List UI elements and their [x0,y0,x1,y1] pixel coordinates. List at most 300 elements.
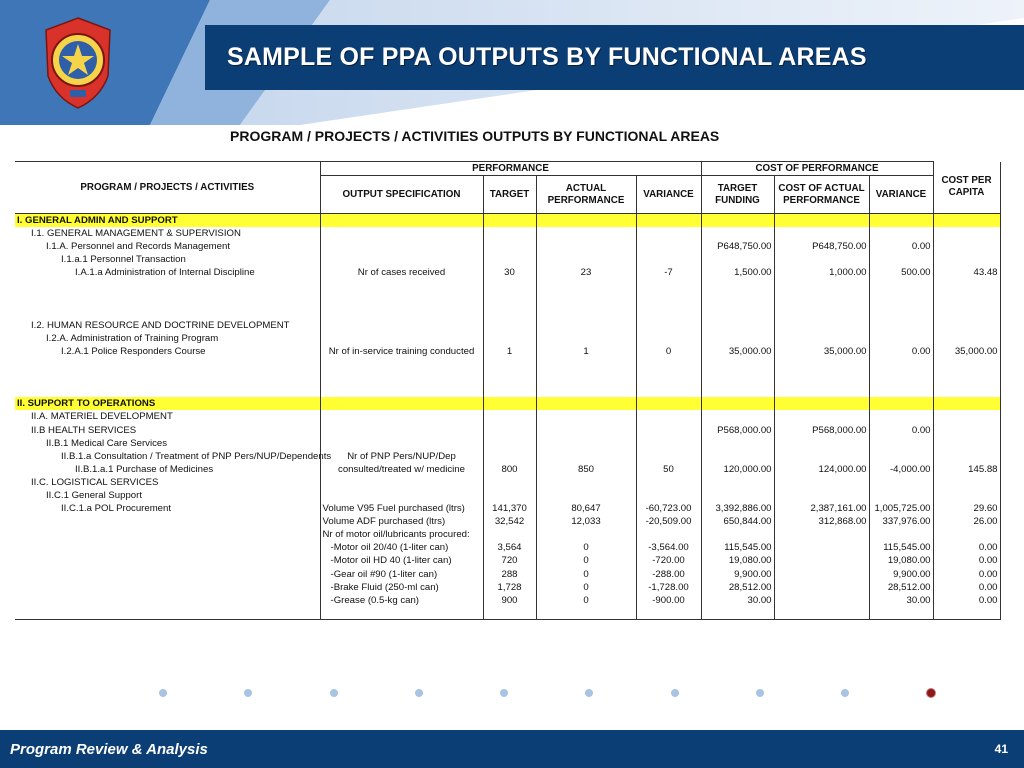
cell-cost-per-capita: 43.48 [933,266,1000,279]
cell-target-funding [701,279,774,292]
cell-target-funding [701,227,774,240]
cell-output-spec: -Brake Fluid (250-ml can) [320,581,483,594]
cell-variance-2: -4,000.00 [869,463,933,476]
cell-actual: 0 [536,581,636,594]
cell-cost-actual: 2,387,161.00 [774,502,869,515]
cell-ppa [15,293,320,306]
cell-variance [636,397,701,410]
cell-target [483,306,536,319]
cell-output-spec [320,410,483,423]
cell-cost-actual [774,450,869,463]
cell-variance: -60,723.00 [636,502,701,515]
cell-variance [636,293,701,306]
cell-cost-per-capita [933,319,1000,332]
cell-ppa [15,279,320,292]
cell-target: 32,542 [483,515,536,528]
cell-cost-per-capita [933,528,1000,541]
nav-dot[interactable] [756,689,764,697]
cell-output-spec [320,332,483,345]
nav-dot[interactable] [415,689,423,697]
cell-target-funding: 9,900.00 [701,568,774,581]
table-row [15,410,1000,423]
cell-ppa: I.1.A. Personnel and Records Management [46,241,230,253]
cell-variance [636,384,701,397]
cell-output-spec [320,240,483,253]
cell-target-funding: 3,392,886.00 [701,502,774,515]
cell-actual [536,528,636,541]
cell-variance-2 [869,319,933,332]
table-row [15,306,1000,319]
cell-actual: 80,647 [536,502,636,515]
table-row [15,319,1000,332]
table-row [15,266,1000,279]
header-cost-of-actual: COST OF ACTUAL PERFORMANCE [774,176,869,214]
table-row [15,502,1000,515]
cell-variance-2 [869,384,933,397]
cell-target [483,358,536,371]
footer-bar [0,730,1024,768]
cell-variance-2 [869,214,933,228]
page-number: 41 [994,742,1008,756]
cell-cost-per-capita [933,253,1000,266]
cell-cost-per-capita [933,489,1000,502]
cell-cost-per-capita [933,306,1000,319]
cell-variance [636,450,701,463]
cell-actual [536,424,636,437]
cell-output-spec [320,358,483,371]
nav-dot[interactable] [330,689,338,697]
cell-output-spec [320,227,483,240]
table-body [15,214,1000,620]
table-row [15,581,1000,594]
cell-cost-actual [774,227,869,240]
cell-ppa: I.2. HUMAN RESOURCE AND DOCTRINE DEVELOPMENT [31,319,290,331]
cell-cost-per-capita [933,476,1000,489]
cell-target: 3,564 [483,541,536,554]
table-row [15,554,1000,567]
header-performance: PERFORMANCE [320,162,701,176]
cell-variance [636,528,701,541]
cell-actual: 0 [536,554,636,567]
table-row [15,345,1000,358]
cell-actual [536,476,636,489]
cell-ppa: II.B.1.a.1 Purchase of Medicines [75,463,214,475]
cell-cost-actual [774,279,869,292]
cell-target-funding [701,450,774,463]
cell-actual [536,279,636,292]
cell-variance [636,253,701,266]
cell-target-funding: P648,750.00 [701,240,774,253]
cell-variance-2 [869,332,933,345]
cell-actual [536,319,636,332]
table-row [15,279,1000,292]
cell-variance: -7 [636,266,701,279]
cell-cost-per-capita: 0.00 [933,581,1000,594]
cell-cost-per-capita [933,397,1000,410]
cell-cost-actual [774,214,869,228]
cell-variance-2 [869,607,933,620]
cell-cost-actual [774,306,869,319]
cell-output-spec [320,476,483,489]
cell-variance-2: 0.00 [869,424,933,437]
nav-dot[interactable] [500,689,508,697]
cell-target: 720 [483,554,536,567]
cell-output-spec [320,253,483,266]
cell-variance [636,607,701,620]
cell-variance-2 [869,293,933,306]
cell-target-funding: 30.00 [701,594,774,607]
cell-target-funding [701,319,774,332]
cell-variance: -1,728.00 [636,581,701,594]
cell-variance: -900.00 [636,594,701,607]
table-row [15,384,1000,397]
cell-ppa [15,358,320,371]
cell-ppa: I.2.A. Administration of Training Program [46,332,219,344]
cell-cost-per-capita [933,384,1000,397]
cell-variance-2: 500.00 [869,266,933,279]
cell-target [483,227,536,240]
cell-variance-2 [869,476,933,489]
cell-cost-actual [774,528,869,541]
cell-cost-actual [774,554,869,567]
cell-output-spec: consulted/treated w/ medicine [320,463,483,476]
cell-output-spec: Volume ADF purchased (ltrs) [320,515,483,528]
cell-target-funding [701,476,774,489]
cell-actual: 0 [536,594,636,607]
cell-target-funding [701,253,774,266]
cell-output-spec: -Motor oil 20/40 (1-liter can) [320,541,483,554]
header-actual-performance: ACTUAL PERFORMANCE [536,176,636,214]
cell-target-funding [701,306,774,319]
cell-cost-per-capita [933,371,1000,384]
cell-variance-2: 9,900.00 [869,568,933,581]
cell-cost-per-capita [933,293,1000,306]
cell-cost-per-capita: 0.00 [933,594,1000,607]
cell-cost-actual: 312,868.00 [774,515,869,528]
cell-ppa [15,568,320,581]
cell-variance [636,227,701,240]
cell-variance [636,371,701,384]
cell-target [483,397,536,410]
cell-variance-2 [869,489,933,502]
cell-ppa: II.C. LOGISTICAL SERVICES [31,476,159,488]
cell-variance: -288.00 [636,568,701,581]
cell-target [483,214,536,228]
cell-actual [536,240,636,253]
cell-cost-actual [774,410,869,423]
table-row [15,450,1000,463]
cell-variance: 0 [636,345,701,358]
nav-dot[interactable] [927,689,935,697]
cell-cost-per-capita [933,279,1000,292]
cell-cost-per-capita: 145.88 [933,463,1000,476]
cell-actual [536,227,636,240]
table-row [15,528,1000,541]
cell-output-spec: Nr of PNP Pers/NUP/Dep [320,450,483,463]
cell-cost-per-capita: 0.00 [933,541,1000,554]
cell-variance [636,306,701,319]
cell-actual [536,214,636,228]
cell-cost-per-capita [933,332,1000,345]
cell-target: 1,728 [483,581,536,594]
table-row [15,397,1000,410]
cell-ppa [15,581,320,594]
cell-actual: 0 [536,568,636,581]
cell-actual [536,384,636,397]
cell-output-spec [320,279,483,292]
cell-ppa [15,371,320,384]
cell-target: 141,370 [483,502,536,515]
table-row [15,214,1000,228]
cell-actual [536,358,636,371]
header-row-1 [15,162,1000,176]
cell-cost-actual: P568,000.00 [774,424,869,437]
footer-title: Program Review & Analysis [10,740,208,758]
cell-output-spec: Nr of cases received [320,266,483,279]
cell-ppa: II.B HEALTH SERVICES [31,424,137,436]
table-row [15,437,1000,450]
cell-target [483,293,536,306]
cell-variance-2: 115,545.00 [869,541,933,554]
cell-output-spec [320,489,483,502]
cell-target [483,332,536,345]
cell-output-spec [320,424,483,437]
cell-variance-2: 0.00 [869,240,933,253]
table-row [15,227,1000,240]
cell-target-funding [701,214,774,228]
cell-variance-2: 1,005,725.00 [869,502,933,515]
cell-cost-per-capita: 0.00 [933,554,1000,567]
cell-target-funding: 1,500.00 [701,266,774,279]
header-ppa: PROGRAM / PROJECTS / ACTIVITIES [15,162,320,214]
cell-cost-actual [774,332,869,345]
cell-variance [636,489,701,502]
cell-output-spec [320,306,483,319]
cell-cost-actual: P648,750.00 [774,240,869,253]
nav-dot[interactable] [585,689,593,697]
header-output-spec: OUTPUT SPECIFICATION [320,176,483,214]
nav-dot[interactable] [841,689,849,697]
cell-output-spec [320,607,483,620]
cell-cost-actual [774,607,869,620]
ppa-table-container [15,122,1000,650]
header-variance: VARIANCE [636,176,701,214]
cell-target-funding [701,384,774,397]
cell-variance [636,214,701,228]
cell-output-spec: -Gear oil #90 (1-liter can) [320,568,483,581]
cell-ppa: II.C.1.a POL Procurement [61,503,172,515]
cell-actual [536,450,636,463]
cell-ppa: I.2.A.1 Police Responders Course [61,345,206,357]
cell-target-funding: 120,000.00 [701,463,774,476]
cell-variance-2 [869,397,933,410]
cell-target-funding: P568,000.00 [701,424,774,437]
cell-cost-actual [774,476,869,489]
cell-variance-2 [869,306,933,319]
cell-output-spec: Nr of motor oil/lubricants procured: [320,528,483,541]
table-row [15,515,1000,528]
cell-cost-actual [774,319,869,332]
cell-target [483,410,536,423]
table-row [15,332,1000,345]
header-target: TARGET [483,176,536,214]
cell-actual: 850 [536,463,636,476]
cell-ppa: I.1.a.1 Personnel Transaction [61,254,186,266]
cell-target [483,319,536,332]
slide-title-bar [205,25,1024,90]
cell-output-spec: -Motor oil HD 40 (1-liter can) [320,554,483,567]
cell-ppa [15,384,320,397]
cell-variance: -3,564.00 [636,541,701,554]
table-row [15,463,1000,476]
cell-cost-actual [774,489,869,502]
cell-target-funding [701,528,774,541]
cell-variance-2 [869,528,933,541]
cell-cost-actual [774,253,869,266]
cell-ppa [15,528,320,541]
cell-output-spec [320,214,483,228]
table-row [15,594,1000,607]
cell-target [483,371,536,384]
cell-cost-per-capita [933,450,1000,463]
cell-cost-actual [774,384,869,397]
cell-target: 800 [483,463,536,476]
cell-actual [536,437,636,450]
cell-cost-actual [774,293,869,306]
cell-ppa: II.B.1 Medical Care Services [46,437,168,449]
cell-target [483,450,536,463]
cell-cost-per-capita [933,227,1000,240]
cell-target [483,424,536,437]
cell-variance [636,424,701,437]
cell-ppa [15,607,320,620]
cell-ppa: II.A. MATERIEL DEVELOPMENT [31,411,173,423]
cell-actual: 1 [536,345,636,358]
nav-dot[interactable] [671,689,679,697]
cell-variance-2 [869,227,933,240]
table-row [15,240,1000,253]
cell-output-spec [320,384,483,397]
cell-target [483,384,536,397]
cell-variance-2: 30.00 [869,594,933,607]
cell-variance: -20,509.00 [636,515,701,528]
cell-cost-actual: 35,000.00 [774,345,869,358]
cell-variance [636,332,701,345]
cell-cost-actual [774,397,869,410]
cell-ppa [15,515,320,528]
cell-variance-2 [869,371,933,384]
cell-variance-2 [869,253,933,266]
cell-target [483,253,536,266]
cell-cost-per-capita: 35,000.00 [933,345,1000,358]
cell-actual [536,397,636,410]
cell-variance [636,319,701,332]
cell-output-spec: Nr of in-service training conducted [320,345,483,358]
cell-cost-per-capita [933,424,1000,437]
cell-cost-actual: 1,000.00 [774,266,869,279]
ppa-outputs-table [15,161,1001,620]
cell-ppa: I. GENERAL ADMIN AND SUPPORT [15,214,320,228]
cell-output-spec [320,397,483,410]
cell-cost-per-capita [933,607,1000,620]
table-row [15,371,1000,384]
cell-actual [536,253,636,266]
cell-cost-actual [774,437,869,450]
nav-dot[interactable] [244,689,252,697]
header-cost-per-capita: COST PER CAPITA [933,162,1000,214]
header-target-funding: TARGET FUNDING [701,176,774,214]
cell-target-funding: 35,000.00 [701,345,774,358]
cell-actual [536,607,636,620]
table-row [15,607,1000,620]
nav-dot[interactable] [159,689,167,697]
cell-cost-per-capita [933,240,1000,253]
table-title: PROGRAM / PROJECTS / ACTIVITIES OUTPUTS BY FUNCTIONAL AREAS [230,128,720,144]
cell-actual [536,489,636,502]
cell-target-funding: 115,545.00 [701,541,774,554]
cell-variance-2 [869,358,933,371]
cell-target-funding [701,607,774,620]
cell-target [483,528,536,541]
cell-actual: 0 [536,541,636,554]
cell-target: 1 [483,345,536,358]
cell-actual [536,293,636,306]
cell-target [483,489,536,502]
cell-target: 30 [483,266,536,279]
cell-variance [636,279,701,292]
table-row [15,541,1000,554]
cell-target: 900 [483,594,536,607]
pnp-seal-logo [40,16,116,110]
cell-cost-per-capita: 29.60 [933,502,1000,515]
cell-output-spec: Volume V95 Fuel purchased (ltrs) [320,502,483,515]
table-row [15,358,1000,371]
cell-variance [636,476,701,489]
cell-target: 288 [483,568,536,581]
cell-actual [536,410,636,423]
header-variance-2: VARIANCE [869,176,933,214]
cell-actual [536,306,636,319]
cell-target-funding [701,437,774,450]
cell-ppa [15,306,320,319]
cell-output-spec [320,293,483,306]
cell-variance-2 [869,450,933,463]
cell-variance-2: 19,080.00 [869,554,933,567]
cell-target [483,240,536,253]
cell-ppa: I.1. GENERAL MANAGEMENT & SUPERVISION [31,228,241,240]
cell-target [483,607,536,620]
table-row [15,476,1000,489]
cell-variance [636,358,701,371]
cell-cost-per-capita [933,410,1000,423]
cell-variance-2 [869,437,933,450]
header-cost-of-performance: COST OF PERFORMANCE [701,162,933,176]
cell-target-funding [701,358,774,371]
cell-variance-2 [869,279,933,292]
cell-target-funding [701,397,774,410]
cell-actual [536,371,636,384]
cell-ppa: II. SUPPORT TO OPERATIONS [15,397,320,410]
cell-output-spec [320,371,483,384]
cell-ppa: I.A.1.a Administration of Internal Discipline [75,267,255,279]
cell-cost-per-capita: 0.00 [933,568,1000,581]
cell-output-spec [320,437,483,450]
cell-target [483,476,536,489]
cell-variance-2 [869,410,933,423]
cell-output-spec [320,319,483,332]
table-row [15,489,1000,502]
cell-variance [636,410,701,423]
